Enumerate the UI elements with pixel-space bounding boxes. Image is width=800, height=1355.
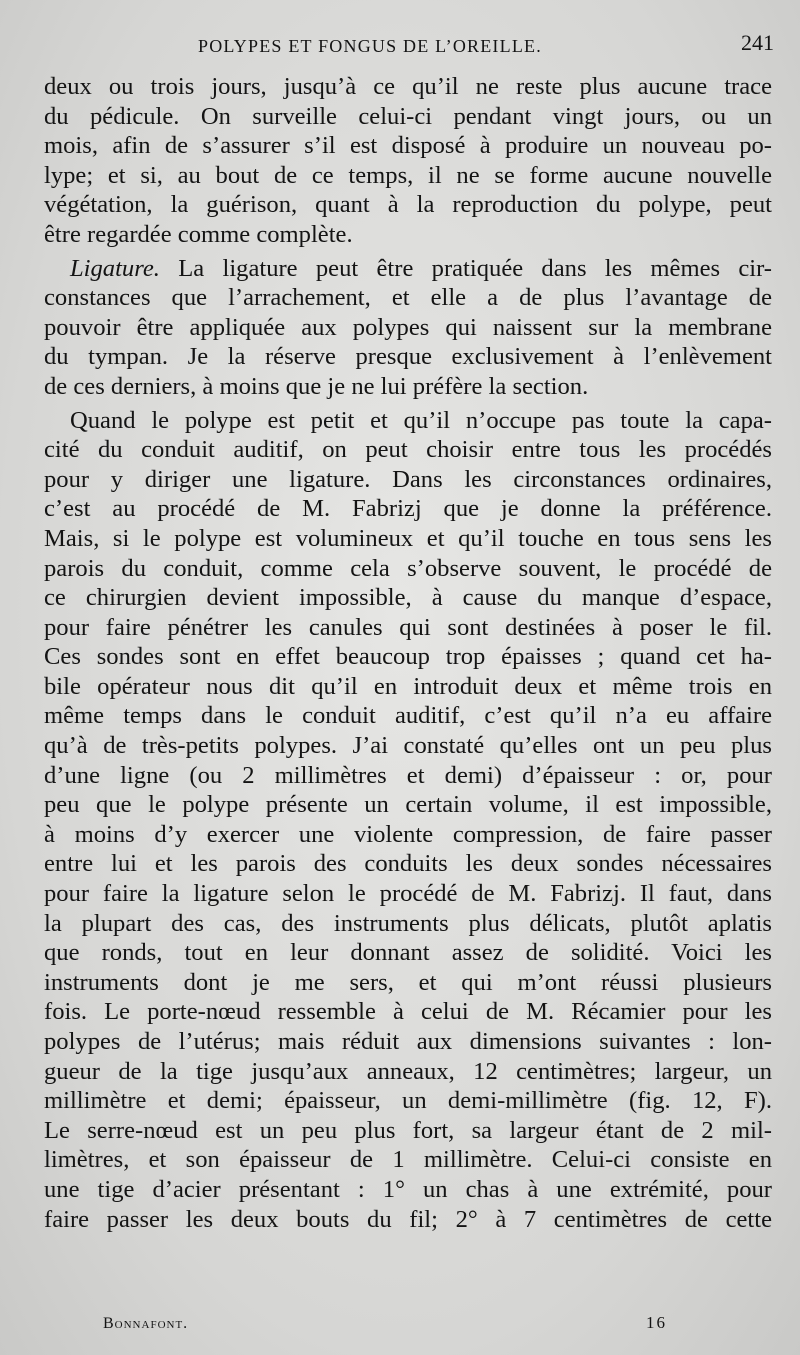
text-line: Mais, si le polype est volumineux et qu’il touche en tous sens les [44,524,772,552]
paragraph-ligature [44,254,772,402]
text-line: gueur de la tige jusqu’aux anneaux, 12 centimètres; largeur, un [44,1057,772,1085]
text-line: du tympan. Je la réserve presque exclusivement à l’enlèvement [44,343,772,371]
text-line: fois. Le porte-nœud ressemble à celui de M. Récamier pour les [44,998,772,1026]
text-line: à moins d’y exercer une violente compression, de faire passer [44,820,772,848]
text-line: entre lui et les parois des conduits les deux sondes nécessaires [44,850,772,878]
text-line: de ces derniers, à moins que je ne lui préfère la section. [44,372,589,400]
text-line: millimètre et demi; épaisseur, un demi-millimètre (fig. 12, F). [44,1087,772,1115]
text-line: limètres, et son épaisseur de 1 millimètre. Celui-ci consiste en [44,1146,772,1174]
author-signature: Bonnafont. [103,1315,189,1332]
text-line: Ces sondes sont en effet beaucoup trop épaisses ; quand cet ha- [44,643,772,671]
text-line: être regardée comme complète. [44,220,353,248]
text-line-rest: La ligature peut être pratiquée dans les mêmes cir- [159,254,772,282]
text-line: Le serre-nœud est un peu plus fort, sa largeur étant de 2 mil- [44,1116,772,1144]
text-line: qu’à de très-petits polypes. J’ai constaté qu’elles ont un peu plus [44,732,772,760]
text-line: polypes de l’utérus; mais réduit aux dimensions suivantes : lon- [44,1028,772,1055]
text-line: parois du conduit, comme cela s’observe souvent, le procédé de [44,554,772,582]
text-line: instruments dont je me sers, et qui m’ont réussi plusieurs [44,968,772,996]
text-line: pouvoir être appliquée aux polypes qui naissent sur la membrane [44,313,772,341]
body-text [44,72,772,1234]
text-line: la plupart des cas, des instruments plus délicats, plutôt aplatis [44,909,772,937]
text-line: pour y diriger une ligature. Dans les circonstances ordinaires, [44,465,772,493]
section-heading-ligature: Ligature. [70,254,160,282]
text-line: lype; et si, au bout de ce temps, il ne se forme aucune nouvelle [44,161,772,189]
text-line: pour faire pénétrer les canules qui sont destinées à poser le fil. [44,613,772,641]
text-line: constances que l’arrachement, et elle a de plus l’avantage de [44,284,772,312]
sheet-number: 16 [646,1313,667,1332]
text-line: Quand le polype est petit et qu’il n’occupe pas toute la capa- [70,406,772,434]
text-line: bile opérateur nous dit qu’il en introduit deux et même trois en [44,672,772,700]
text-line: que ronds, tout en leur donnant assez de solidité. Voici les [44,939,772,967]
text-line: même temps dans le conduit auditif, c’est qu’il n’a eu affaire [44,702,772,730]
page-number: 241 [741,30,774,55]
text-line: cité du conduit auditif, on peut choisir entre tous les procédés [44,436,772,464]
paragraph-continuation [44,72,772,250]
paragraph-main [44,406,772,1235]
text-line: pour faire la ligature selon le procédé de M. Fabrizj. Il faut, dans [44,880,772,908]
text-line: peu que le polype présente un certain volume, il est impossible, [44,791,772,819]
text-line [44,254,772,284]
text-line: mois, afin de s’assurer s’il est disposé à produire un nouveau po- [44,132,772,160]
text-line: ce chirurgien devient impossible, à cause du manque d’espace, [44,584,772,612]
text-line: faire passer les deux bouts du fil; 2° à 7 centimètres de cette [44,1205,772,1233]
text-line: c’est au procédé de M. Fabrizj que je donne la préférence. [44,495,772,523]
text-line: une tige d’acier présentant : 1° un chas à une extrémité, pour [44,1175,772,1203]
text-line: deux ou trois jours, jusqu’à ce qu’il ne reste plus aucune trace [44,73,772,100]
running-title: POLYPES ET FONGUS DE L’OREILLE. [198,36,542,56]
text-line: végétation, la guérison, quant à la reproduction du polype, peut [44,191,772,219]
text-line: d’une ligne (ou 2 millimètres et demi) d’épaisseur : or, pour [44,761,772,789]
page-footer [0,1311,800,1341]
text-line: du pédicule. On surveille celui-ci pendant vingt jours, ou un [44,102,772,130]
running-head [0,30,800,62]
